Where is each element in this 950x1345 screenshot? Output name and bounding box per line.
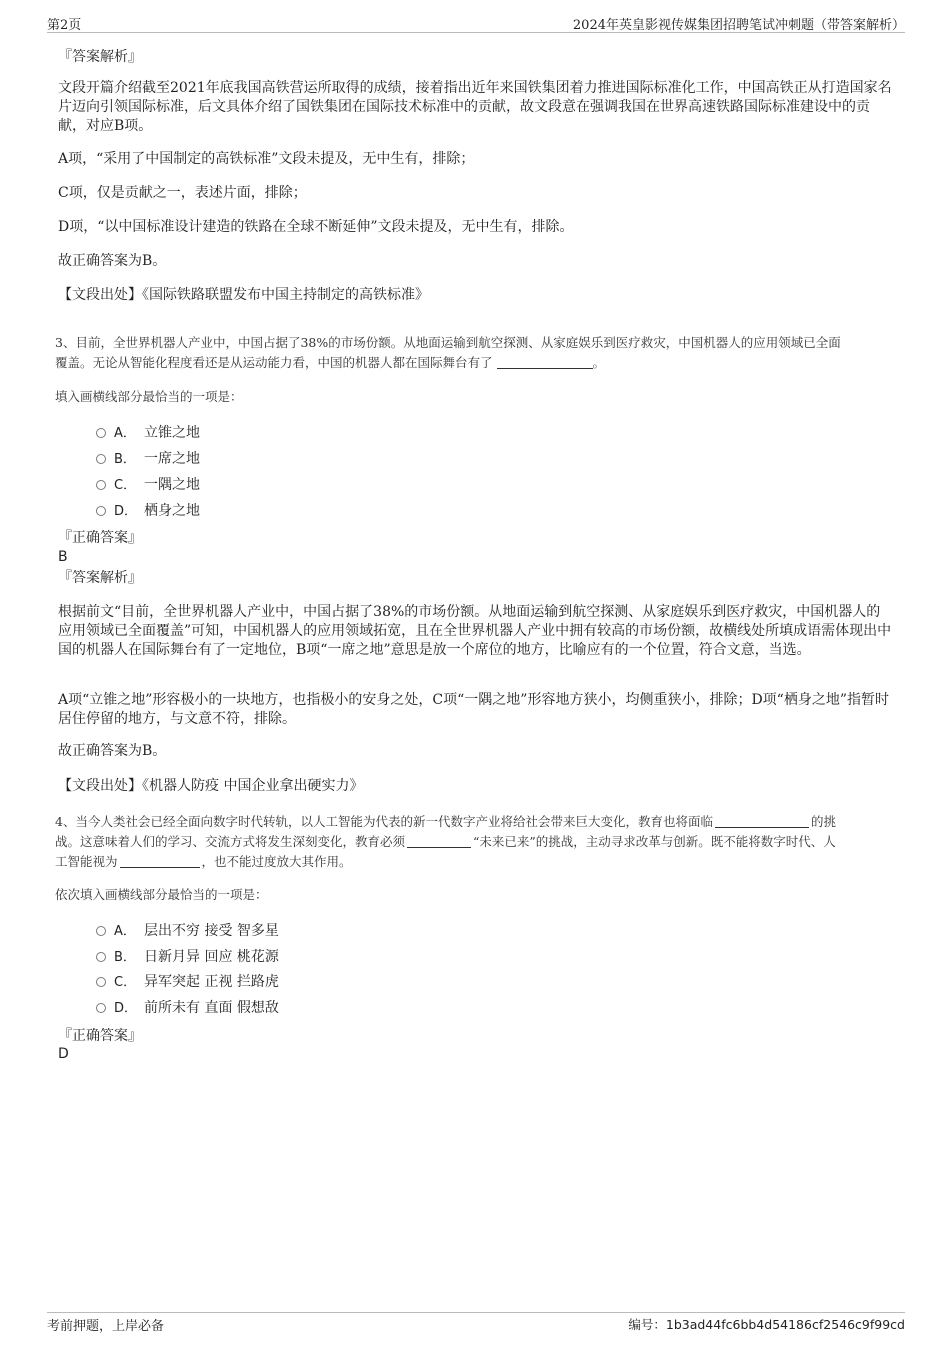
- answer-label: 『正确答案』: [58, 530, 142, 546]
- analysis-paragraph: 文段开篇介绍截至2021年底我国高铁营运所取得的成绩，接着指出近年来国铁集团着力推进国际标准化工作，中国高铁正从打造国家名片迈向引领国际标准，后文具体介绍了国铁集团在国际技术标准中的贡献，故文段意在强调我国在世界高速铁路国际标准建设中的贡献，对应B项。: [58, 80, 892, 134]
- radio-icon[interactable]: [96, 480, 106, 490]
- answer-label: 『正确答案』: [58, 1028, 142, 1044]
- page-number: 第2页: [47, 18, 82, 33]
- option-c[interactable]: C． 异军突起 正视 拦路虎: [96, 972, 279, 993]
- radio-icon[interactable]: [96, 977, 106, 987]
- question-stem: 3、目前，全世界机器人产业中，中国占据了38%的市场份额。从地面运输到航空探测、从家庭娱乐到医疗救灾，中国机器人的应用领域已全面 覆盖。无论从智能化程度看还是从运动能力看，中国的机器人都在国际舞台有了 。: [55, 335, 841, 370]
- correct-answer: B: [58, 549, 68, 565]
- fill-blank: [120, 855, 200, 868]
- correct-answer: D: [58, 1046, 69, 1062]
- fill-blank: [407, 835, 471, 848]
- radio-icon[interactable]: [96, 454, 106, 464]
- page-header: [47, 14, 905, 33]
- page-footer: [47, 1312, 905, 1334]
- option-d[interactable]: D． 栖身之地: [96, 501, 200, 522]
- fill-blank: [497, 356, 593, 369]
- document-id: 编号：1b3ad44fc6bb4d54186cf2546c9f99cd: [628, 1317, 905, 1332]
- analysis-paragraph: C项，仅是贡献之一，表述片面，排除；: [58, 185, 307, 201]
- radio-icon[interactable]: [96, 1003, 106, 1013]
- analysis-paragraph: D项，“以中国标准设计建造的铁路在全球不断延伸”文段未提及，无中生有，排除。: [58, 219, 574, 235]
- source-citation: 【文段出处】《机器人防疫 中国企业拿出硬实力》: [58, 778, 364, 794]
- radio-icon[interactable]: [96, 926, 106, 936]
- fill-blank: [715, 815, 809, 828]
- analysis-label: 『答案解析』: [58, 49, 142, 65]
- question-prompt: 依次填入画横线部分最恰当的一项是：: [55, 887, 268, 902]
- question-stem: 4、当今人类社会已经全面向数字时代转轨，以人工智能为代表的新一代数字产业将给社会带来巨大变化，教育也将面临 的挑 战。这意味着人们的学习、交流方式将发生深刻变化，教育必须 “未来已来”的挑战，主动寻求改革与创新。既不能将数字时代、人 工智能视为 ，也不能过度放大其作用。: [55, 814, 836, 869]
- option-b[interactable]: B． 一席之地: [96, 449, 200, 470]
- analysis-paragraph: A项，“采用了中国制定的高铁标准”文段未提及，无中生有，排除；: [58, 151, 475, 167]
- answer-conclusion: 故正确答案为B。: [58, 253, 167, 269]
- option-b[interactable]: B． 日新月异 回应 桃花源: [96, 947, 279, 968]
- answer-conclusion: 故正确答案为B。: [58, 743, 167, 759]
- analysis-label: 『答案解析』: [58, 570, 142, 586]
- analysis-paragraph: 根据前文“目前，全世界机器人产业中，中国占据了38%的市场份额。从地面运输到航空探测、从家庭娱乐到医疗救灾，中国机器人的应用领域已全面覆盖”可知，中国机器人的应用领域拓宽，且在全世界机器人产业中拥有较高的市场份额，故横线处所填成语需体现出中国的机器人在国际舞台有了一定地位，B项“一席之地”意思是放一个席位的地方，比喻应有的一个位置，符合文意，当选。: [58, 604, 892, 658]
- footer-slogan: 考前押题，上岸必备: [47, 1319, 165, 1334]
- option-a[interactable]: A． 立锥之地: [96, 423, 200, 444]
- source-citation: 【文段出处】《国际铁路联盟发布中国主持制定的高铁标准》: [58, 287, 429, 303]
- question-prompt: 填入画横线部分最恰当的一项是：: [55, 389, 243, 404]
- document-title: 2024年英皇影视传媒集团招聘笔试冲刺题（带答案解析）: [572, 18, 905, 33]
- option-d[interactable]: D． 前所未有 直面 假想敌: [96, 998, 279, 1019]
- option-a[interactable]: A． 层出不穷 接受 智多星: [96, 921, 279, 942]
- radio-icon[interactable]: [96, 506, 106, 516]
- analysis-paragraph: A项“立锥之地”形容极小的一块地方，也指极小的安身之处，C项“一隅之地”形容地方狭小，均侧重狭小，排除；D项“栖身之地”指暂时居住停留的地方，与文意不符，排除。: [58, 692, 889, 727]
- radio-icon[interactable]: [96, 952, 106, 962]
- radio-icon[interactable]: [96, 428, 106, 438]
- option-c[interactable]: C． 一隅之地: [96, 475, 200, 496]
